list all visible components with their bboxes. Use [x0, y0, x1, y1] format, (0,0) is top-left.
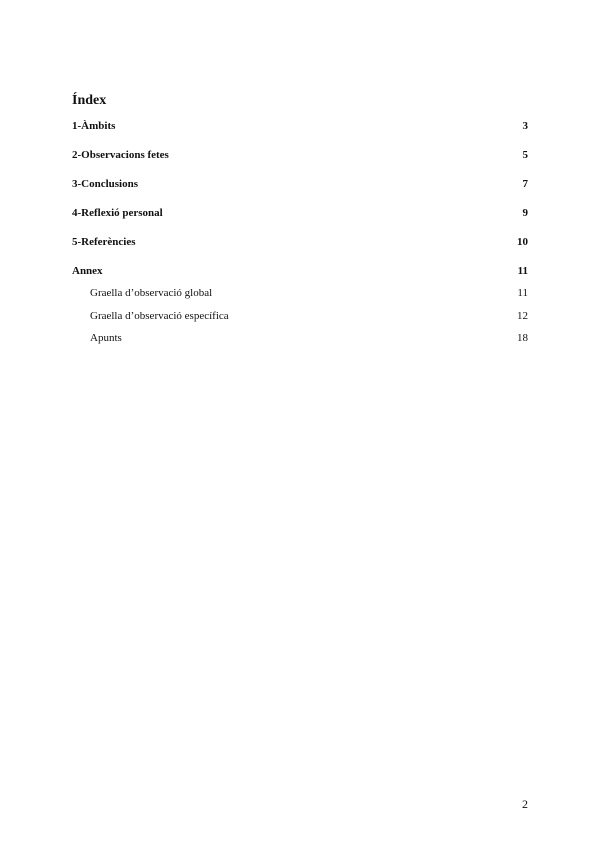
toc-entry-page-number: 10	[517, 236, 528, 248]
toc-entry-annex[interactable]	[72, 263, 528, 279]
toc-subentry-page-number: 18	[517, 332, 528, 344]
toc-title: Índex	[72, 93, 107, 108]
toc-entry-referencies[interactable]	[72, 234, 528, 250]
toc-subentry-page-number: 11	[517, 287, 528, 299]
toc-entry-page-number: 9	[522, 207, 528, 219]
toc-subentry-graella-especifica[interactable]	[90, 308, 528, 324]
toc-entry-label: 4-Reflexió personal	[72, 207, 163, 219]
toc-entry-observacions-fetes[interactable]	[72, 147, 528, 163]
toc-entry-page-number: 11	[517, 265, 528, 277]
toc-subentry-label: Apunts	[90, 332, 122, 344]
toc-subentry-graella-global[interactable]	[90, 285, 528, 301]
toc-entry-label: 2-Observacions fetes	[72, 149, 169, 161]
toc-entry-label: 1-Àmbits	[72, 120, 116, 132]
page-number: 2	[522, 797, 528, 811]
toc-subentry-label: Graella d’observació global	[90, 287, 213, 299]
toc-entry-page-number: 5	[522, 149, 528, 161]
toc-entry-reflexio-personal[interactable]	[72, 205, 528, 221]
toc-entry-label: Annex	[72, 265, 103, 277]
toc-entry-page-number: 3	[522, 120, 528, 132]
toc-subentry-label: Graella d’observació específica	[90, 310, 229, 322]
toc-subentry-apunts[interactable]	[90, 330, 528, 346]
toc-entry-page-number: 7	[522, 178, 528, 190]
toc-entry-label: 3-Conclusions	[72, 178, 139, 190]
toc-subentry-page-number: 12	[517, 310, 528, 322]
toc-entry-conclusions[interactable]	[72, 176, 528, 192]
toc-entry-ambits[interactable]	[72, 118, 528, 134]
toc-entry-label: 5-Referències	[72, 236, 136, 248]
